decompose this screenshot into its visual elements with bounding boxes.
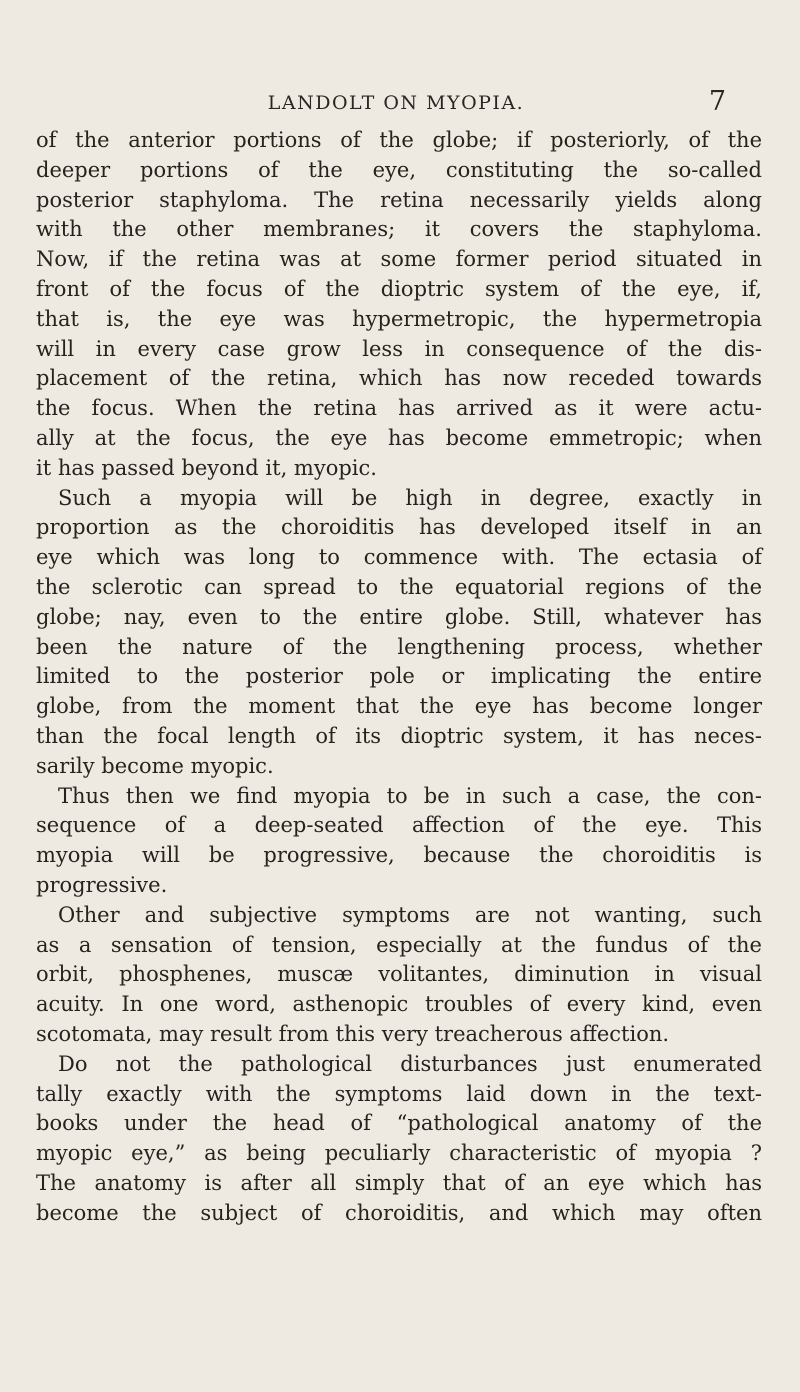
text-line: the focus. When the retina has arrived as it were actu- (36, 396, 762, 421)
text-line: Such a myopia will be high in degree, exactly in (58, 485, 762, 510)
text-line: sequence of a deep-seated affection of the eye. This (36, 813, 762, 838)
text-line: Other and subjective symptoms are not wanting, such (58, 902, 762, 927)
text-line: proportion as the choroiditis has developed itself in an (36, 515, 762, 540)
text-line: tally exactly with the symptoms laid down in the text- (36, 1081, 762, 1106)
text-line: globe; nay, even to the entire globe. Still, whatever has (36, 604, 762, 629)
body-text (36, 126, 762, 1228)
text-line: scotomata, may result from this very treacherous affection. (36, 1021, 670, 1046)
text-line: books under the head of “pathological anatomy of the (36, 1111, 762, 1136)
text-line: globe, from the moment that the eye has become longer (36, 694, 762, 719)
page-number: 7 (708, 86, 726, 117)
text-line: Now, if the retina was at some former period situated in (36, 247, 762, 272)
text-line: than the focal length of its dioptric system, it has neces- (36, 723, 762, 748)
text-line: deeper portions of the eye, constituting the so-called (36, 157, 762, 182)
text-line: the sclerotic can spread to the equatorial regions of the (36, 574, 762, 599)
running-title: LANDOLT ON MYOPIA. (267, 92, 525, 114)
text-line: of the anterior portions of the globe; if posteriorly, of the (36, 128, 762, 152)
text-line: placement of the retina, which has now receded towards (36, 366, 762, 391)
text-line: with the other membranes; it covers the staphyloma. (36, 217, 762, 242)
running-head (36, 88, 756, 118)
text-line: as a sensation of tension, especially at the fundus of the (36, 932, 762, 957)
text-line: limited to the posterior pole or implicating the entire (36, 664, 762, 689)
text-line: orbit, phosphenes, muscæ volitantes, diminution in visual (36, 962, 762, 987)
text-line: myopic eye,” as being peculiarly characteristic of myopia ? (36, 1141, 762, 1166)
text-line: that is, the eye was hypermetropic, the hypermetropia (36, 306, 762, 331)
text-line: front of the focus of the dioptric system of the eye, if, (36, 276, 762, 301)
text-line: acuity. In one word, asthenopic troubles of every kind, even (36, 992, 762, 1017)
text-line: will in every case grow less in consequence of the dis- (36, 336, 762, 361)
text-line: Thus then we find myopia to be in such a case, the con- (58, 783, 762, 808)
text-line: The anatomy is after all simply that of an eye which has (36, 1170, 762, 1195)
text-line: been the nature of the lengthening process, whether (36, 634, 762, 659)
text-line: become the subject of choroiditis, and which may often (36, 1200, 762, 1225)
text-line: eye which was long to commence with. The ectasia of (36, 545, 762, 570)
text-line: progressive. (36, 872, 168, 897)
text-line: sarily become myopic. (36, 753, 274, 778)
text-line: posterior staphyloma. The retina necessarily yields along (36, 187, 762, 212)
text-line: ally at the focus, the eye has become emmetropic; when (36, 425, 762, 450)
text-line: myopia will be progressive, because the choroiditis is (36, 843, 762, 868)
text-line: Do not the pathological disturbances just enumerated (58, 1051, 762, 1076)
text-line: it has passed beyond it, myopic. (36, 455, 377, 480)
